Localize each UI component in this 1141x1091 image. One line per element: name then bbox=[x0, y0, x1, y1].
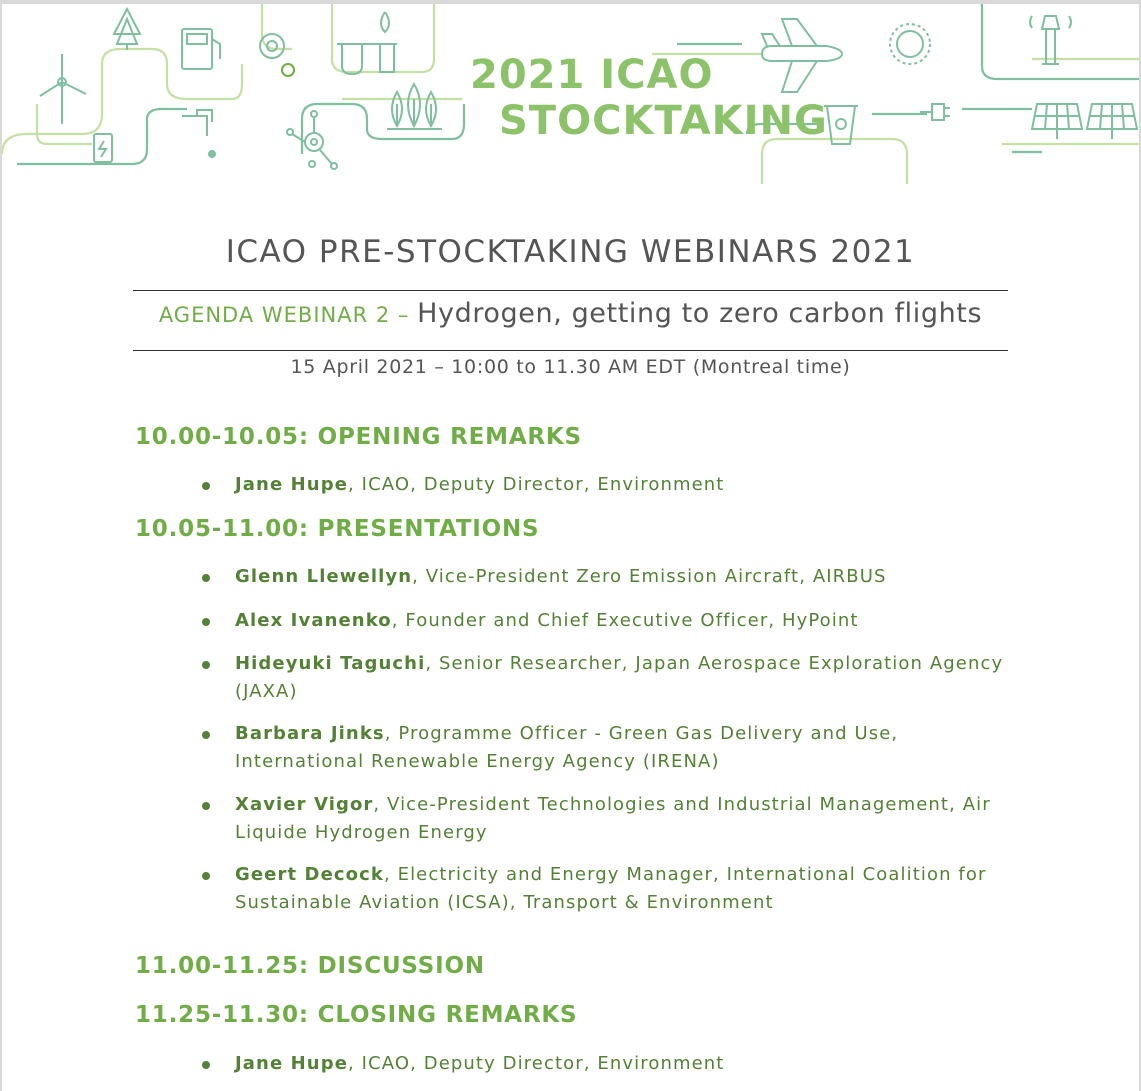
agenda-item-speaker bbox=[235, 1050, 1015, 1078]
bullet-icon bbox=[202, 482, 210, 490]
bullet-icon bbox=[202, 802, 210, 810]
speaker-name: Hideyuki Taguchi bbox=[235, 653, 426, 674]
speaker-role: , ICAO, Deputy Director, Environment bbox=[348, 1053, 725, 1074]
page-title: ICAO PRE-STOCKTAKING WEBINARS 2021 bbox=[225, 234, 916, 270]
section-heading-closing: 11.25-11.30: CLOSING REMARKS bbox=[135, 1002, 578, 1028]
document-page bbox=[2, 4, 1139, 1091]
banner-logo-line2: STOCKTAKING bbox=[499, 98, 828, 144]
bullet-icon bbox=[202, 872, 210, 880]
speaker-role: , Senior Researcher, Japan Aerospace Exploration Agency (JAXA) bbox=[235, 653, 1004, 702]
bullet-icon bbox=[202, 1061, 210, 1069]
agenda-item-speaker bbox=[235, 471, 1015, 499]
speaker-name: Alex Ivanenko bbox=[235, 610, 392, 631]
speaker-name: Barbara Jinks bbox=[235, 723, 385, 744]
speaker-name: Jane Hupe bbox=[235, 1053, 349, 1074]
speaker-role: , Vice-President Technologies and Industrial Management, Air Liquide Hydrogen Energy bbox=[235, 794, 991, 843]
stocktaking-banner bbox=[2, 4, 1139, 184]
bullet-icon bbox=[202, 618, 210, 626]
divider-bottom bbox=[133, 350, 1008, 351]
speaker-name: Xavier Vigor bbox=[235, 794, 374, 815]
bullet-icon bbox=[202, 731, 210, 739]
speaker-name: Geert Decock bbox=[235, 864, 384, 885]
agenda-item-speaker bbox=[235, 791, 1015, 847]
speaker-role: , ICAO, Deputy Director, Environment bbox=[348, 474, 725, 495]
agenda-label: AGENDA WEBINAR 2 – bbox=[158, 303, 418, 327]
webinar-topic: Hydrogen, getting to zero carbon flights bbox=[417, 298, 983, 329]
speaker-role: , Programme Officer - Green Gas Delivery and Use, International Renewable Energy Agency (IRENA) bbox=[235, 723, 899, 772]
section-heading-presentations: 10.05-11.00: PRESENTATIONS bbox=[135, 516, 540, 542]
agenda-item-speaker bbox=[235, 563, 1015, 591]
speaker-role: , Vice-President Zero Emission Aircraft, AIRBUS bbox=[412, 566, 887, 587]
agenda-subtitle bbox=[133, 298, 1008, 329]
section-heading-opening: 10.00-10.05: OPENING REMARKS bbox=[135, 424, 582, 450]
bullet-icon bbox=[202, 661, 210, 669]
agenda-item-speaker bbox=[235, 650, 1015, 706]
agenda-item-speaker bbox=[235, 720, 1015, 776]
agenda-item-speaker bbox=[235, 607, 1015, 635]
section-heading-discussion: 11.00-11.25: DISCUSSION bbox=[135, 953, 485, 979]
speaker-name: Glenn Llewellyn bbox=[235, 566, 413, 587]
event-date: 15 April 2021 – 10:00 to 11.30 AM EDT (Montreal time) bbox=[290, 356, 851, 378]
bullet-icon bbox=[202, 574, 210, 582]
speaker-role: , Electricity and Energy Manager, International Coalition for Sustainable Aviation (ICSA), Transport & Environment bbox=[235, 864, 987, 913]
speaker-role: , Founder and Chief Executive Officer, HyPoint bbox=[391, 610, 859, 631]
banner-logo-line1: 2021 ICAO bbox=[470, 52, 714, 98]
divider-top bbox=[133, 290, 1008, 291]
speaker-name: Jane Hupe bbox=[235, 474, 349, 495]
agenda-item-speaker bbox=[235, 861, 1015, 917]
